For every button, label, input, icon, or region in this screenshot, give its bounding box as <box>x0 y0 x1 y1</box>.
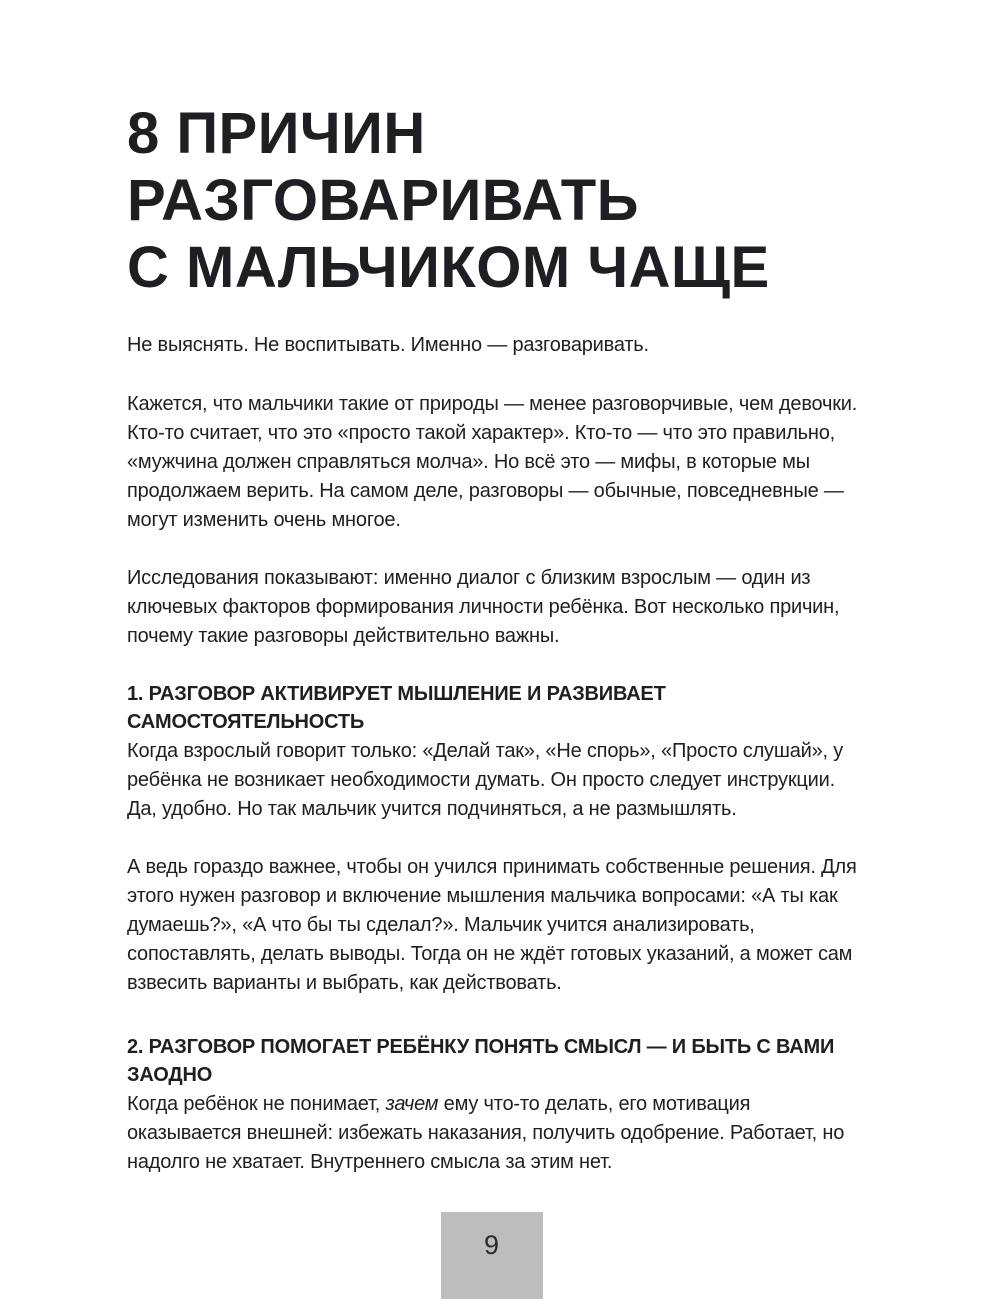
section-1-heading: 1. РАЗГОВОР АКТИВИРУЕТ МЫШЛЕНИЕ И РАЗВИВАЕТ САМОСТОЯТЕЛЬНОСТЬ <box>127 683 666 733</box>
section-2-paragraph-text-before: Когда ребёнок не понимает, <box>127 1093 386 1115</box>
page-title-line-3: С МАЛЬЧИКОМ ЧАЩЕ <box>127 235 770 300</box>
page-number: 9 <box>483 1230 501 1260</box>
section-1-paragraph-1: Когда взрослый говорит только: «Делай так», «Не спорь», «Просто слушай», у ребёнка не возникает необходимости думать. Он просто следует инструкции. Да, удобно. Но так мальчик учится подчиняться, а не размышлять. <box>127 740 844 820</box>
section-2-heading: 2. РАЗГОВОР ПОМОГАЕТ РЕБЁНКУ ПОНЯТЬ СМЫСЛ — И БЫТЬ С ВАМИ ЗАОДНО <box>127 1036 835 1086</box>
page-title-line-2: РАЗГОВАРИВАТЬ <box>127 168 639 233</box>
section-2-paragraph-text-after: ему что-то делать, его мотивация оказывается внешней: избежать наказания, получить одобрение. Работает, но надолго не хватает. Внутреннего смысла за этим нет. <box>127 1093 845 1173</box>
section-1-paragraph-2: А ведь гораздо важнее, чтобы он учился принимать собственные решения. Для этого нужен разговор и включение мышления мальчика вопросами: «А ты как думаешь?», «А что бы ты сделал?». Мальчик учится анализировать, сопоставлять, делать выводы. Тогда он не ждёт готовых указаний, а может сам взвесить варианты и выбрать, как действовать. <box>127 856 857 994</box>
page-number-box <box>441 1212 543 1299</box>
intro-paragraph-1: Кажется, что мальчики такие от природы — менее разговорчивые, чем девочки. Кто-то считает, что это «просто такой характер». Кто-то — что это правильно, «мужчина должен справляться молча». Но всё это — мифы, в которые мы продолжаем верить. На самом деле, разговоры — обычные, повседневные — могут изменить очень многое. <box>127 393 858 531</box>
lead-paragraph: Не выяснять. Не воспитывать. Именно — разговаривать. <box>127 334 649 356</box>
page-title-line-1: 8 ПРИЧИН <box>127 101 426 166</box>
section-2-paragraph-italic-word: зачем <box>385 1093 439 1115</box>
page-title <box>127 100 869 301</box>
page-content <box>127 100 869 1206</box>
section-2-paragraph-1 <box>127 1090 869 1177</box>
intro-paragraph-2: Исследования показывают: именно диалог с близким взрослым — один из ключевых факторов формирования личности ребёнка. Вот несколько причин, почему такие разговоры действительно важны. <box>127 567 840 647</box>
